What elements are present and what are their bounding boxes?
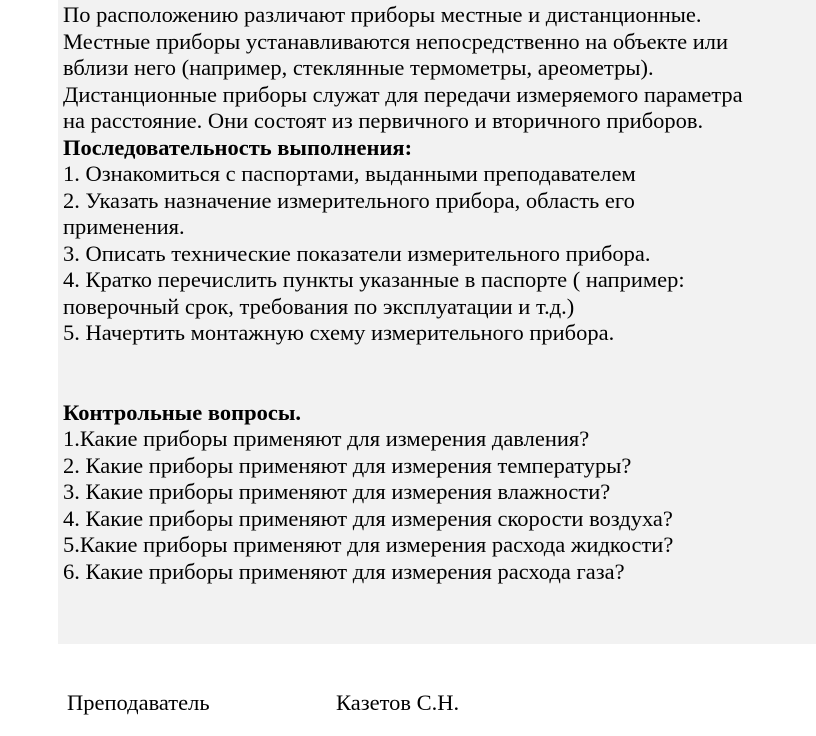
intro-line: По расположению различают приборы местные и дистанционные. [63,2,702,27]
question-item: 4. Какие приборы применяют для измерения скорости воздуха? [63,505,673,531]
procedure-step: 1. Ознакомиться с паспортами, выданными преподавателем [63,161,636,186]
document-body [63,2,808,585]
intro-line: Местные приборы устанавливаются непосредственно на объекте или [63,28,729,54]
section-spacer [63,347,808,400]
procedure-step: 3. Описать технические показатели измерительного прибора. [63,240,651,266]
intro-line: Дистанционные приборы служат для передачи измеряемого параметра [63,81,743,107]
procedure-step: 2. Указать назначение измерительного прибора, область его [63,187,635,213]
question-item: 1.Какие приборы применяют для измерения давления? [63,426,590,451]
procedure-step: 5. Начертить монтажную схему измерительного прибора. [63,320,615,345]
intro-line: на расстояние. Они состоят из первичного и вторичного приборов. [63,108,704,133]
signature-role: Преподаватель [67,690,210,715]
question-item: 3. Какие приборы применяют для измерения влажности? [63,479,611,504]
question-item: 2. Какие приборы применяют для измерения температуры? [63,452,632,478]
procedure-step: поверочный срок, требования по эксплуатации и т.д.) [63,293,575,319]
intro-line: вблизи него (например, стеклянные термометры, ареометры). [63,55,654,80]
procedure-step: применения. [63,214,185,239]
procedure-step: 4. Кратко перечислить пункты указанные в паспорте ( например: [63,267,685,292]
signature-name: Казетов С.Н. [336,690,460,715]
question-item: 6. Какие приборы применяют для измерения расхода газа? [63,558,625,584]
question-item: 5.Какие приборы применяют для измерения расхода жидкости? [63,532,674,557]
procedure-heading: Последовательность выполнения: [63,134,413,160]
questions-heading: Контрольные вопросы. [63,399,302,425]
